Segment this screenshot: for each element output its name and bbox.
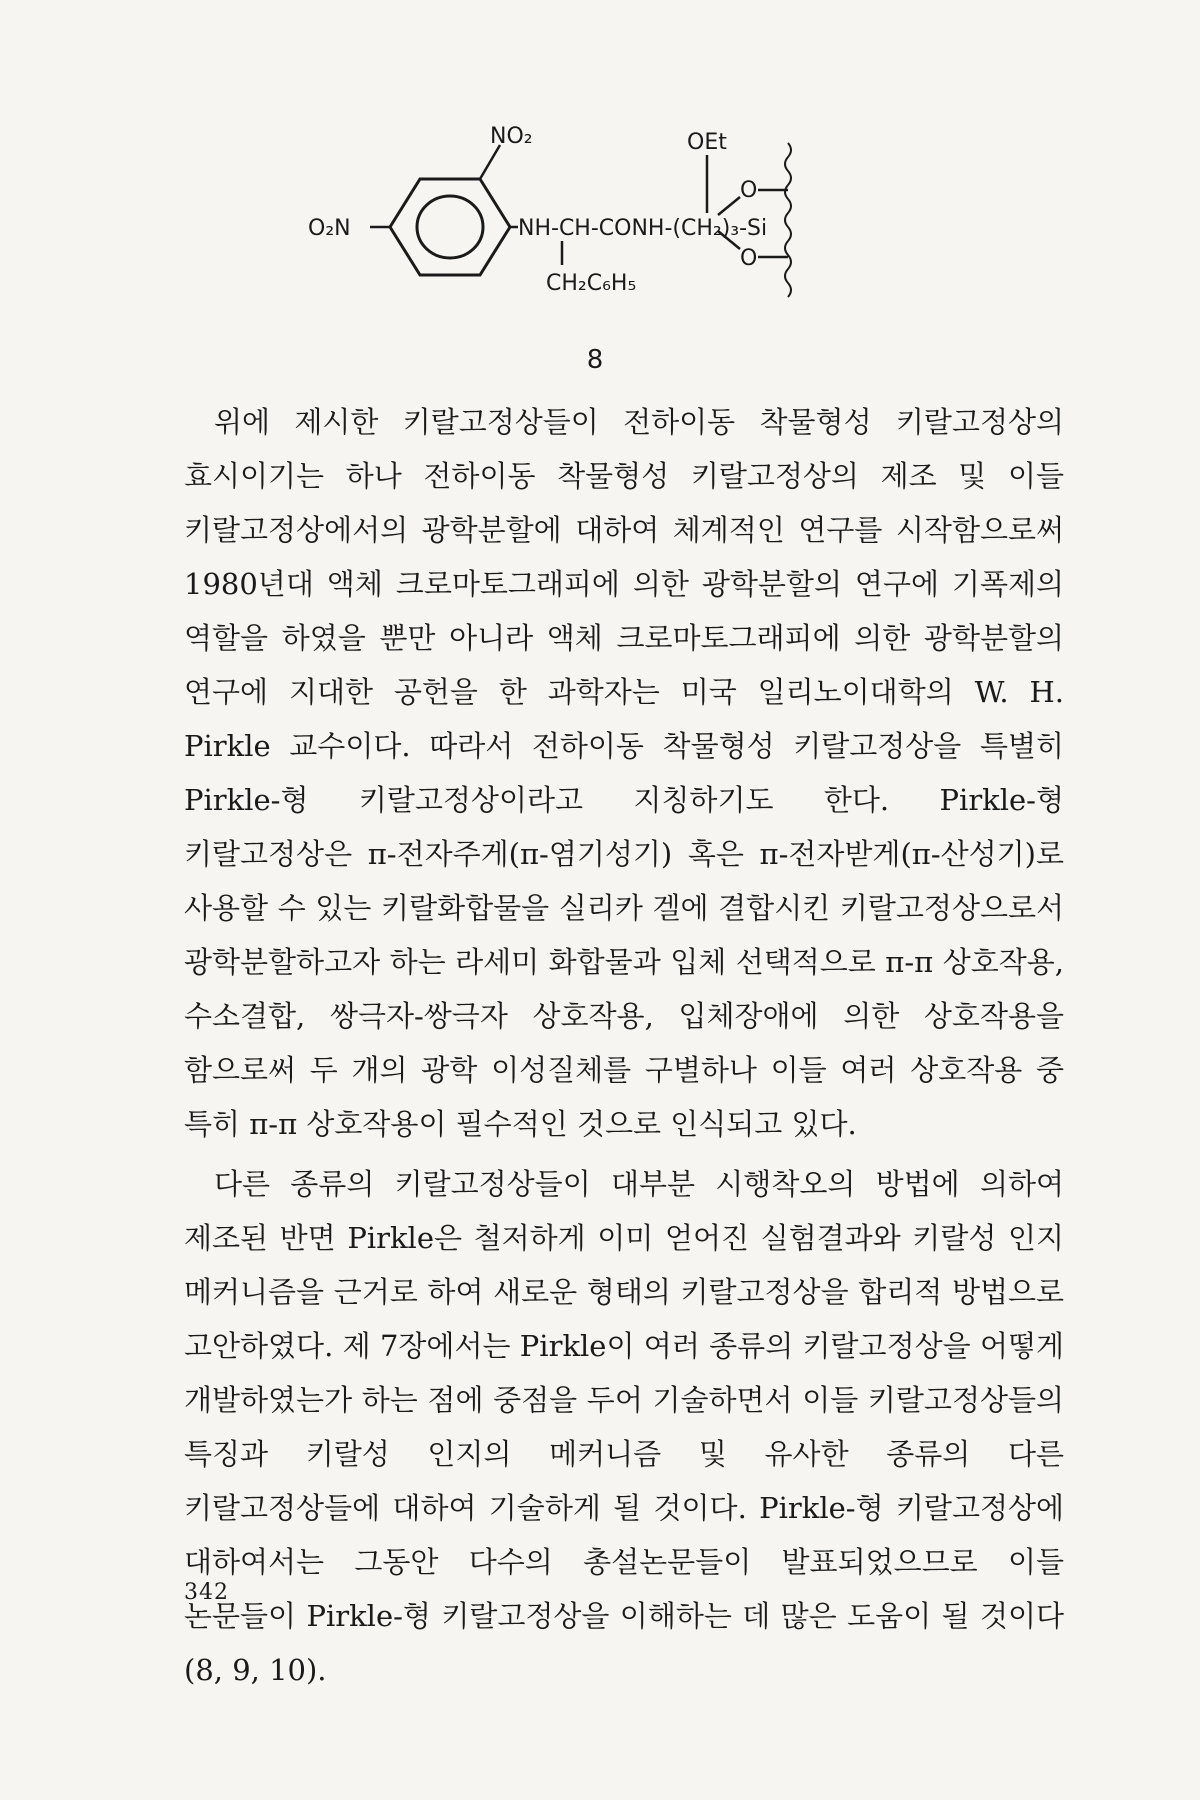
paragraph-2: 다른 종류의 키랄고정상들이 대부분 시행착오의 방법에 의하여 제조된 반면 Pirkle은 철저하게 이미 얻어진 실험결과와 키랄성 인지 메커니즘을 근거로 하여 새로운 형태의 키랄고정상을 합리적 방법으로 고안하였다. 제 7장에서는 Pirkle이 여러 종류의 키랄고정상을 어떻게 개발하였는가 하는 점에 중점을 두어 기술하면서 이들 키랄고정상들의 특징과 키랄성 인지의 메커니즘 및 유사한 종류의 다른 키랄고정상들에 대하여 기술하게 될 것이다. Pirkle-형 키랄고정상에 대하여서는 그동안 다수의 총설논문들이 발표되었으므로 이들 논문들이 Pirkle-형 키랄고정상을 이해하는 데 많은 도움이 될 것이다(8, 9, 10). (184, 1167, 1064, 1687)
chain-label: NH-CH-CONH-(CH₂)₃-Si (518, 216, 768, 241)
oxygen-2-label: O (740, 246, 758, 271)
nitro-left-label: O₂N (308, 216, 351, 241)
compound-number: 8 (586, 345, 604, 375)
nitro-top-label: NO₂ (490, 124, 533, 149)
paragraph-1: 위에 제시한 키랄고정상들이 전하이동 착물형성 키랄고정상의 효시이기는 하나 전하이동 착물형성 키랄고정상의 제조 및 이들 키랄고정상에서의 광학분할에 대하여 체계적인 연구를 시작함으로써 1980년대 액체 크로마토그래피에 의한 광학분할의 연구에 기폭제의 역할을 하였을 뿐만 아니라 액체 크로마토그래피에 의한 광학분할의 연구에 지대한 공헌을 한 과학자는 미국 일리노이대학의 W. H. Pirkle 교수이다. 따라서 전하이동 착물형성 키랄고정상을 특별히 Pirkle-형 키랄고정상이라고 지칭하기도 한다. Pirkle-형 키랄고정상은 π-전자주게(π-염기성기) 혹은 π-전자받게(π-산성기)로 사용할 수 있는 키랄화합물을 실리카 겔에 결합시킨 키랄고정상으로서 광학분할하고자 하는 라세미 화합물과 입체 선택적으로 π-π 상호작용, 수소결합, 쌍극자-쌍극자 상호작용, 입체장애에 의한 상호작용을 함으로써 두 개의 광학 이성질체를 구별하나 이들 여러 상호작용 중 특히 π-π 상호작용이 필수적인 것으로 인식되고 있다. (184, 405, 1064, 1141)
silica-surface-wavy-line (785, 143, 791, 297)
page-number: 342 (184, 1580, 229, 1605)
body-text (184, 395, 1064, 1703)
bond-si-o1 (718, 197, 740, 215)
chiral-stationary-phase-structure (308, 124, 940, 355)
aromatic-circle (417, 196, 483, 258)
chemical-structure-diagram (308, 124, 940, 355)
oxygen-1-label: O (740, 178, 758, 203)
benzene-ring (390, 179, 510, 275)
benzyl-label: CH₂C₆H₅ (546, 271, 637, 296)
ethoxy-label: OEt (687, 130, 727, 155)
bond-no2-top (480, 145, 500, 179)
